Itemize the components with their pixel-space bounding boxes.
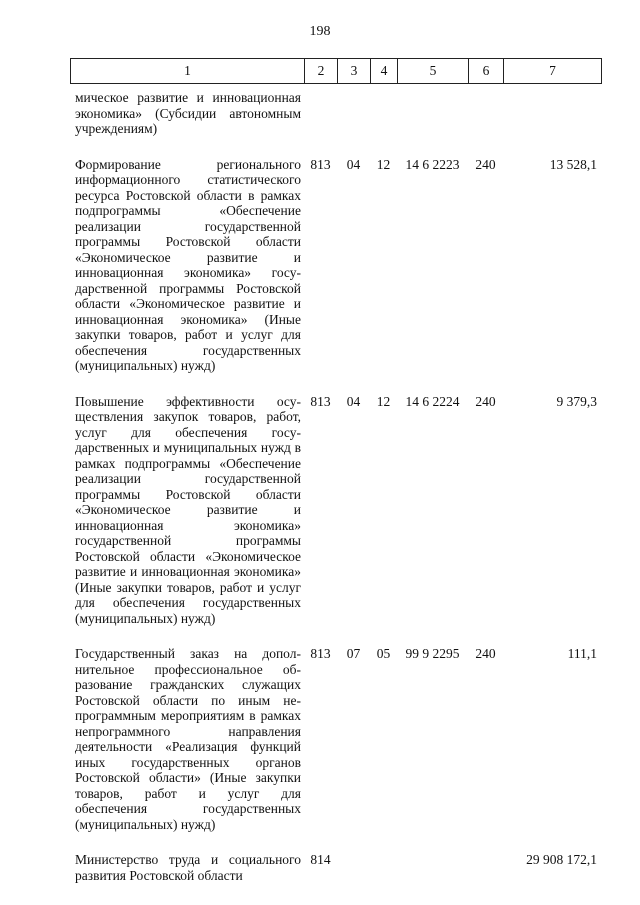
row-section-code: 04 <box>346 393 361 409</box>
row-expense-type <box>468 90 503 137</box>
column-header-5: 5 <box>398 59 469 84</box>
row-description: мическое развитие и инновационная экономика» (Субсидии автономным учреждениям) <box>75 90 301 136</box>
row-amount <box>503 90 601 137</box>
row-target-article: 14 6 2224 <box>405 393 460 409</box>
row-amount: 13 528,1 <box>549 156 597 172</box>
row-amount: 9 379,3 <box>556 393 597 409</box>
table-row <box>70 157 601 374</box>
row-ministry-code: 813 <box>310 646 331 661</box>
row-amount: 111,1 <box>567 646 597 661</box>
column-header-2: 2 <box>305 59 338 84</box>
row-description: Повышение эффективности осуществления закупок товаров, работ, услуг для обеспечения государственных и муниципальных нужд в рамках подпрограммы «Обеспечение реализации государственной программы Ростовской области «Экономическое развитие и инновационная экономика» государственной программы Ростовской области «Экономическое развитие и инновационная экономика» (Иные закупки товаров, работ и услуг для обеспечения государственных (муниципальных) нужд) <box>75 393 301 626</box>
table-row <box>70 852 601 883</box>
row-expense-type: 240 <box>475 393 496 409</box>
row-section-code: 04 <box>346 156 361 172</box>
row-ministry-code: 814 <box>310 852 331 867</box>
row-subsection-code <box>370 852 397 883</box>
row-expense-type: 240 <box>475 156 496 172</box>
row-subsection-code: 12 <box>376 393 391 409</box>
row-description: Министерство труда и социального развития Ростовской области <box>75 852 301 883</box>
row-spacer <box>70 832 601 852</box>
row-ministry-code: 813 <box>310 156 331 172</box>
row-target-article <box>397 852 468 883</box>
column-header-3: 3 <box>338 59 371 84</box>
row-spacer <box>70 137 601 157</box>
row-amount: 29 908 172,1 <box>526 852 597 867</box>
column-header-table <box>70 58 602 84</box>
row-target-article: 99 9 2295 <box>405 646 460 661</box>
column-header-6: 6 <box>469 59 504 84</box>
row-section-code: 07 <box>346 646 361 661</box>
column-header-7: 7 <box>504 59 602 84</box>
row-target-article <box>397 90 468 137</box>
column-header-4: 4 <box>371 59 398 84</box>
row-expense-type <box>468 852 503 883</box>
column-header-row <box>71 59 602 84</box>
row-ministry-code: 813 <box>310 393 331 409</box>
row-expense-type: 240 <box>475 646 496 661</box>
row-subsection-code: 12 <box>376 156 391 172</box>
table-row <box>70 394 601 627</box>
row-spacer <box>70 374 601 394</box>
row-subsection-code <box>370 90 397 137</box>
row-description: Формирование регионального информационного статистического ресурса Ростовской области в рамках подпрограммы «Обеспечение реализации государственной программы Ростовской области «Экономическое развитие и инновационная экономика» государственной программы Ростовской области «Экономическое развитие и инновационная экономика» (Иные закупки товаров, работ и услуг для обеспечения государственных (муниципальных) нужд) <box>75 156 301 373</box>
table-row <box>70 646 601 832</box>
row-section-code <box>337 852 370 883</box>
row-spacer <box>70 626 601 646</box>
row-ministry-code <box>304 90 337 137</box>
row-description: Государственный заказ на дополнительное профессиональное образование гражданских служащих Ростовской области по иным непрограммным мероприятиям в рамках непрограммного направления деятельности «Реализация функций иных государственных органов Ростовской области» (Иные закупки товаров, работ и услуг для обеспечения государственных (муниципальных) нужд) <box>75 646 301 832</box>
table-row <box>70 90 601 137</box>
row-section-code <box>337 90 370 137</box>
row-subsection-code: 05 <box>376 646 391 661</box>
row-target-article: 14 6 2223 <box>405 156 460 172</box>
page-number: 198 <box>309 24 331 39</box>
column-header-1: 1 <box>71 59 305 84</box>
budget-table-body <box>70 90 601 883</box>
